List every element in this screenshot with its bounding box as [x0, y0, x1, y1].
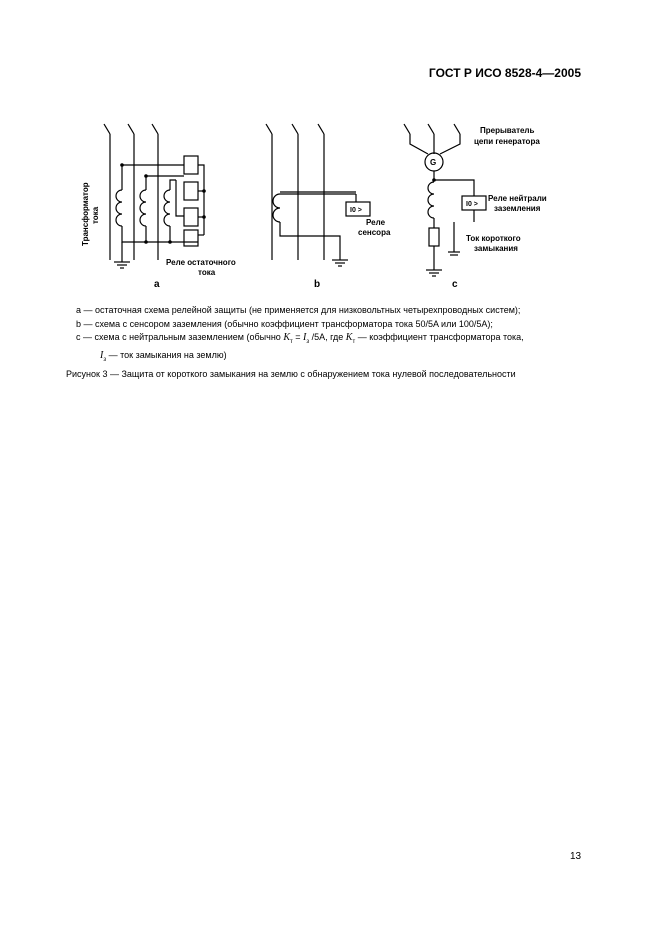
neutral-relay-label-2: заземления — [494, 204, 541, 213]
figure-legend — [76, 304, 596, 368]
fault-current-label-2: замыкания — [474, 244, 518, 253]
legend-item-c: с — схема с нейтральным заземлением (обычно $K_т = I_з$ /5A, где $K_т$ — коэффициент трансформатора тока, — [76, 332, 524, 345]
diagram-b — [266, 124, 370, 266]
sensor-relay-symbol: I0 > — [350, 207, 362, 214]
neutral-relay-label-1: Реле нейтрали — [488, 194, 547, 203]
neutral-relay-symbol: I0 > — [466, 201, 478, 208]
sensor-relay-label-1: Реле — [366, 218, 386, 227]
diagram-b-letter: b — [314, 279, 321, 290]
transformer-label-2: тока — [91, 206, 100, 224]
legend-item-c-continued: $I_з$ — ток замыкания на землю) — [100, 350, 227, 364]
legend-item-a: a — остаточная схема релейной защиты (не применяется для низковольтных четырехпроводных систем); — [76, 305, 521, 315]
diagram-a-letter: a — [154, 279, 160, 290]
diagram-a — [104, 124, 204, 268]
fault-current-label-1: Ток короткого — [466, 234, 521, 243]
circuit-diagrams — [70, 110, 590, 310]
legend-item-b: b — схема с сенсором заземления (обычно коэффициент трансформатора тока 50/5A или 100/5A); — [76, 318, 493, 329]
sensor-relay-label-2: сенсора — [358, 228, 391, 237]
residual-relay-label-1: Реле остаточного — [166, 258, 236, 267]
generator-symbol: G — [430, 158, 437, 167]
breaker-label-2: цепи генератора — [474, 137, 540, 146]
figure-caption: Рисунок 3 — Защита от короткого замыкания на землю с обнаружением тока нулевой последовательности — [66, 369, 516, 379]
document-header: ГОСТ Р ИСО 8528-4—2005 — [428, 66, 581, 80]
breaker-label-1: Прерыватель — [480, 126, 535, 135]
transformer-label-1: Трансформатор — [81, 182, 90, 246]
page-number: 13 — [570, 851, 582, 862]
diagram-c — [404, 124, 486, 276]
diagram-c-letter: c — [452, 279, 458, 290]
figure-3-diagrams — [70, 110, 590, 310]
residual-relay-label-2: тока — [198, 268, 216, 277]
